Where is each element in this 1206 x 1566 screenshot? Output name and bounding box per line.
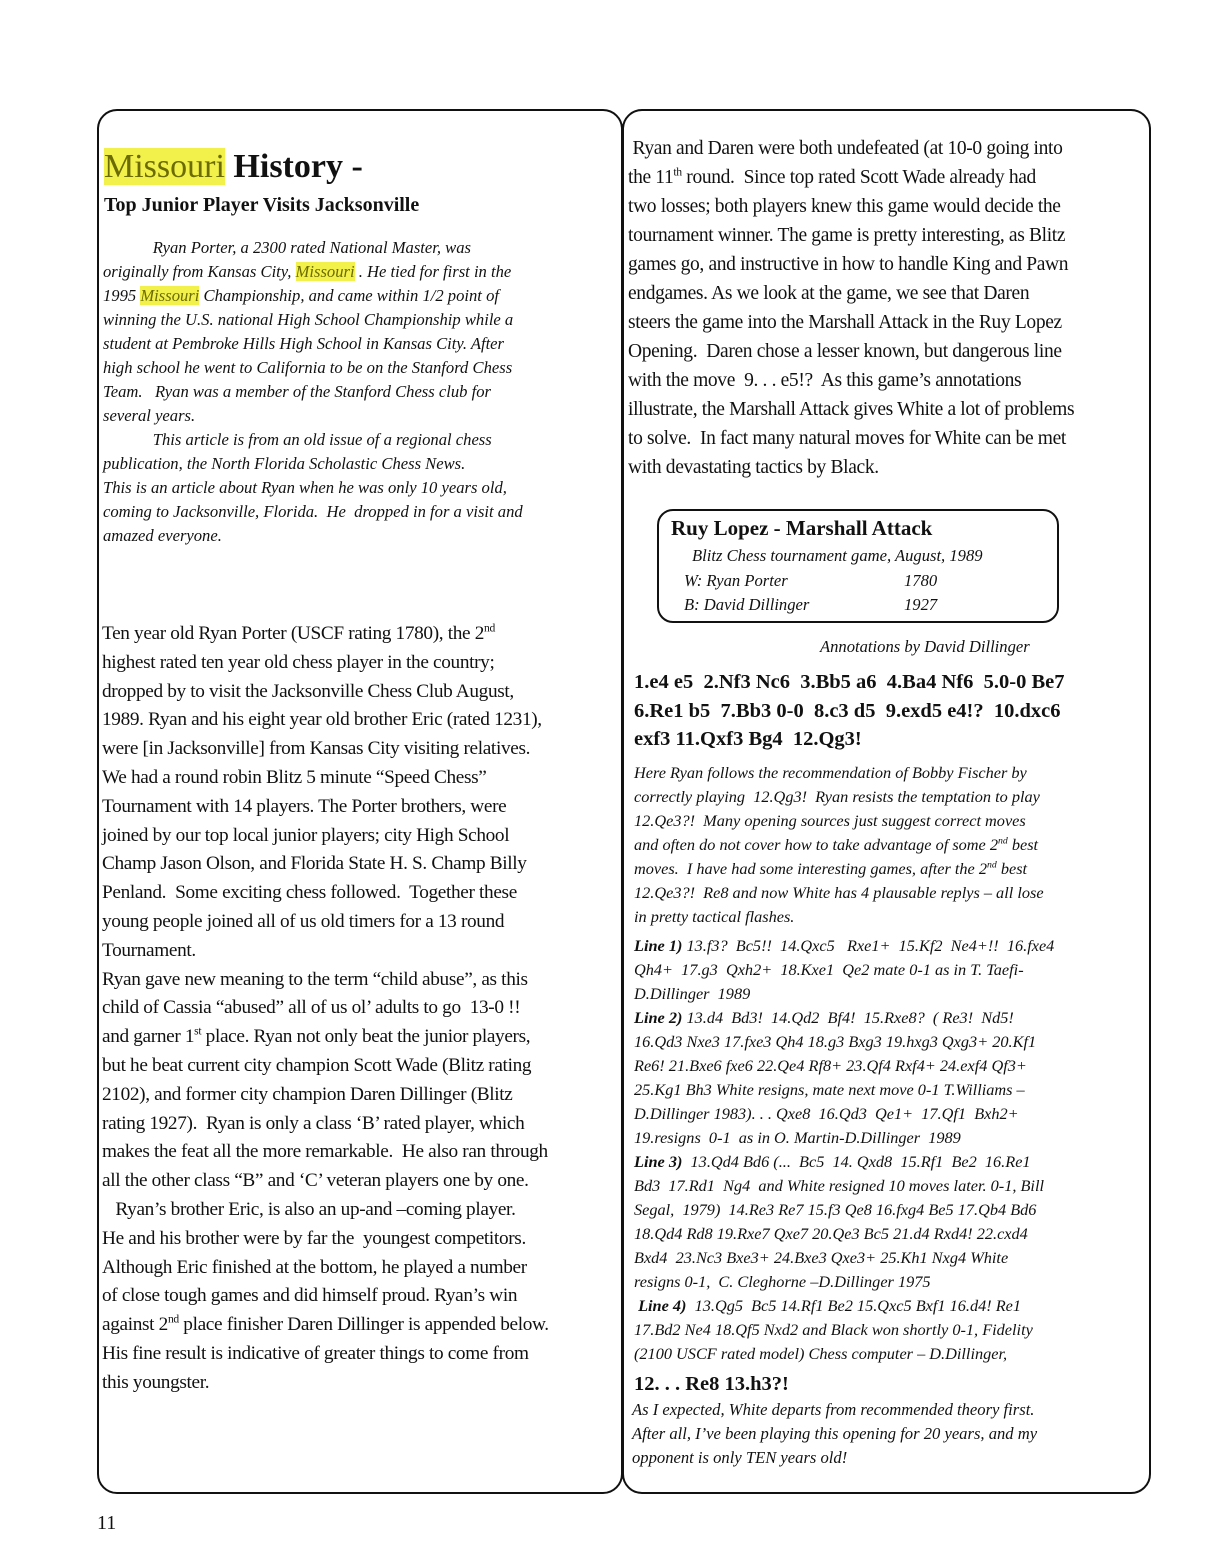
text-segment: 25.Kg1 Bh3 White resigns, mate next move 0-1 T.Williams – <box>634 1080 1025 1099</box>
variation-lines <box>634 934 1054 1366</box>
superscript: nd <box>167 1312 179 1326</box>
text-line <box>634 881 1044 905</box>
text-segment: Team. Ryan was a member of the Stanford Chess club for <box>103 382 491 401</box>
text-segment: resigns 0-1, C. Cleghorne –D.Dillinger 1975 <box>634 1272 931 1291</box>
white-player: W: Ryan Porter <box>684 571 788 590</box>
text-line <box>102 1023 549 1052</box>
text-line <box>634 1102 1054 1126</box>
text-segment: dropped by to visit the Jacksonville Chess Club August, <box>102 680 514 702</box>
text-segment: round. Since top rated Scott Wade already had <box>681 167 1036 188</box>
title-rest: History - <box>224 148 363 185</box>
text-segment: several years. <box>103 406 196 425</box>
text-segment: 6.Re1 b5 7.Bb3 0-0 8.c3 d5 9.exd5 e4!? 10.dxc6 <box>634 699 1061 722</box>
game-moves <box>634 668 1064 754</box>
text-segment: After all, I’ve been playing this opening for 20 years, and my <box>632 1424 1038 1443</box>
text-segment: 1995 <box>103 286 141 305</box>
text-line <box>634 809 1044 833</box>
text-line <box>102 1282 549 1311</box>
superscript: th <box>673 165 682 179</box>
text-line <box>103 476 523 500</box>
text-line <box>103 524 523 548</box>
line-label: Line 3) <box>634 1152 683 1171</box>
text-segment: best <box>996 859 1028 878</box>
text-segment: child of Cassia “abused” all of us ol’ adults to go 13-0 !! <box>102 997 521 1019</box>
text-segment: . He tied for first in the <box>354 262 512 281</box>
text-line <box>102 822 549 851</box>
text-line <box>102 1254 549 1283</box>
text-line <box>103 356 523 380</box>
text-segment: Although Eric finished at the bottom, he played a number <box>102 1256 527 1278</box>
annotation-notes <box>634 761 1044 929</box>
text-line <box>103 308 523 332</box>
text-line <box>628 337 1074 366</box>
text-line <box>103 428 523 452</box>
superscript: st <box>194 1024 202 1038</box>
text-segment: 16.Qd3 Nxe3 17.fxe3 Qh4 18.g3 Bxg3 19.hxg3 Qxg3+ 20.Kf1 <box>634 1032 1037 1051</box>
page-number: 11 <box>97 1512 117 1534</box>
main-article-body <box>102 620 549 1398</box>
text-line <box>634 1318 1054 1342</box>
superscript: nd <box>987 859 997 871</box>
text-line <box>628 163 1074 192</box>
text-segment: Here Ryan follows the recommendation of Bobby Fischer by <box>634 763 1027 782</box>
text-segment: steers the game into the Marshall Attack in the Ruy Lopez <box>628 312 1062 333</box>
superscript: nd <box>998 835 1008 847</box>
text-segment: Penland. Some exciting chess followed. Together these <box>102 882 517 904</box>
text-segment: moves. I have had some interesting games, after the 2 <box>634 859 987 878</box>
text-line <box>634 697 1064 726</box>
text-segment: and garner 1 <box>102 1026 195 1048</box>
text-segment: This is an article about Ryan when he was only 10 years old, <box>103 478 507 497</box>
text-segment: Bxd4 23.Nc3 Bxe3+ 24.Bxe3 Qxe3+ 25.Kh1 Nxg4 White <box>634 1248 1009 1267</box>
text-segment: His fine result is indicative of greater things to come from <box>102 1342 529 1364</box>
text-line <box>628 250 1074 279</box>
text-line <box>102 850 549 879</box>
text-segment: but he beat current city champion Scott Wade (Blitz rating <box>102 1054 532 1076</box>
highlighted-word: Missouri <box>295 262 355 281</box>
text-segment: correctly playing 12.Qg3! Ryan resists the temptation to play <box>634 787 1040 806</box>
text-line <box>102 764 549 793</box>
text-line <box>102 1369 549 1398</box>
text-segment: Qh4+ 17.g3 Qxh2+ 18.Kxe1 Qe2 mate 0-1 as in T. Taefi- <box>634 960 1024 979</box>
text-segment: Ten year old Ryan Porter (USCF rating 1780), the 2 <box>102 623 485 644</box>
text-line <box>102 908 549 937</box>
text-line <box>634 1342 1054 1366</box>
text-segment: Re6! 21.Bxe6 fxe6 22.Qe4 Rf8+ 23.Qf4 Rxf4+ 24.exf4 Qf3+ <box>634 1056 1027 1075</box>
text-segment: all the other class “B” and ‘C’ veteran players one by one. <box>102 1170 529 1192</box>
text-line <box>634 1150 1054 1174</box>
text-line <box>102 1138 549 1167</box>
text-segment: of close tough games and did himself proud. Ryan’s win <box>102 1285 518 1307</box>
black-player: B: David Dillinger <box>684 595 810 614</box>
text-line <box>102 937 549 966</box>
text-segment: Segal, 1979) 14.Re3 Re7 15.f3 Qe8 16.fxg4 Be5 17.Qb4 Bd6 <box>634 1200 1037 1219</box>
final-note <box>632 1398 1037 1470</box>
text-segment: publication, the North Florida Scholastic Chess News. <box>103 454 466 473</box>
text-segment: Championship, and came within 1/2 point of <box>199 286 499 305</box>
text-segment: student at Pembroke Hills High School in Kansas City. After <box>103 334 504 353</box>
white-rating: 1780 <box>904 571 938 590</box>
text-segment: place finisher Daren Dillinger is appended below. <box>178 1314 549 1336</box>
text-line <box>632 1446 1037 1470</box>
text-segment: 13.d4 Bd3! 14.Qd2 Bf4! 15.Rxe8? ( Re3! Nd5! <box>682 1008 1014 1027</box>
text-segment: rating 1927). Ryan is only a class ‘B’ rated player, which <box>102 1112 525 1134</box>
text-segment: this youngster. <box>102 1371 210 1393</box>
black-rating: 1927 <box>904 595 938 614</box>
text-line <box>628 279 1074 308</box>
text-line <box>634 1222 1054 1246</box>
text-segment: 12.Qe3?! Many opening sources just suggest correct moves <box>634 811 1026 830</box>
text-segment: with the move 9. . . e5!? As this game’s annotations <box>628 370 1022 391</box>
right-article-body <box>628 134 1074 482</box>
text-segment: exf3 11.Qxf3 Bg4 12.Qg3! <box>634 728 862 750</box>
text-segment: games go, and instructive in how to handle King and Pawn <box>628 254 1069 275</box>
text-line <box>632 1422 1037 1446</box>
text-segment: 17.Bd2 Ne4 18.Qf5 Nxd2 and Black won shortly 0-1, Fidelity <box>634 1320 1033 1339</box>
text-segment: 2102), and former city champion Daren Dillinger (Blitz <box>102 1083 513 1105</box>
superscript: nd <box>484 621 495 635</box>
text-line <box>103 332 523 356</box>
text-segment: This article is from an old issue of a regional chess <box>103 430 492 449</box>
text-line <box>634 857 1044 881</box>
text-line <box>103 260 523 284</box>
text-line <box>102 1225 549 1254</box>
text-segment: tournament winner. The game is pretty interesting, as Blitz <box>628 225 1066 246</box>
text-segment: with devastating tactics by Black. <box>628 457 879 478</box>
text-line <box>102 1311 549 1340</box>
text-segment: best <box>1007 835 1039 854</box>
text-line <box>628 221 1074 250</box>
text-segment: Ryan gave new meaning to the term “child abuse”, as this <box>102 968 528 990</box>
highlighted-word: Missouri <box>140 286 200 305</box>
text-line <box>634 785 1044 809</box>
text-segment: illustrate, the Marshall Attack gives White a lot of problems <box>628 399 1075 420</box>
text-line <box>634 833 1044 857</box>
text-segment: were [in Jacksonville] from Kansas City visiting relatives. <box>102 738 531 760</box>
text-line <box>102 966 549 995</box>
text-segment: Tournament. <box>102 939 196 961</box>
text-segment: 12.Qe3?! Re8 and now White has 4 plausable replys – all lose <box>634 883 1044 902</box>
text-line <box>102 793 549 822</box>
text-segment: to solve. In fact many natural moves for White can be met <box>628 428 1066 449</box>
text-segment: (2100 USCF rated model) Chess computer – D.Dillinger, <box>634 1344 1008 1363</box>
text-segment: the 11 <box>628 167 674 188</box>
text-segment: high school he went to California to be on the Stanford Chess <box>103 358 513 377</box>
title-highlight: Missouri <box>104 148 225 185</box>
text-segment: joined by our top local junior players; city High School <box>102 824 510 846</box>
text-segment: D.Dillinger 1989 <box>634 984 751 1003</box>
annotator-credit: Annotations by David Dillinger <box>820 637 1030 656</box>
text-line <box>102 735 549 764</box>
text-segment: two losses; both players knew this game would decide the <box>628 196 1061 217</box>
text-line <box>102 879 549 908</box>
text-segment: opponent is only TEN years old! <box>632 1448 848 1467</box>
text-line <box>634 1030 1054 1054</box>
line-label: Line 1) <box>634 936 683 955</box>
text-line <box>634 1054 1054 1078</box>
text-line <box>102 706 549 735</box>
text-segment: coming to Jacksonville, Florida. He dropped in for a visit and <box>103 502 523 521</box>
text-segment: He and his brother were by far the youngest competitors. <box>102 1227 526 1249</box>
game-event: Blitz Chess tournament game, August, 1989 <box>692 546 983 565</box>
article-title <box>104 148 363 186</box>
text-segment: As I expected, White departs from recommended theory first. <box>632 1400 1035 1419</box>
text-segment: young people joined all of us old timers for a 13 round <box>102 910 505 932</box>
text-line <box>634 1126 1054 1150</box>
text-line <box>102 678 549 707</box>
text-segment: in pretty tactical flashes. <box>634 907 795 926</box>
text-line <box>103 284 523 308</box>
text-segment: 13.Qg5 Bc5 14.Rf1 Be2 15.Qxc5 Bxf1 16.d4! Re1 <box>686 1296 1022 1315</box>
game-moves-continued: 12. . . Re8 13.h3?! <box>634 1373 789 1395</box>
text-line <box>634 1078 1054 1102</box>
text-line <box>102 1110 549 1139</box>
text-line <box>102 1340 549 1369</box>
text-line <box>634 725 1064 754</box>
text-line <box>634 905 1044 929</box>
text-segment: against 2 <box>102 1314 168 1336</box>
article-subtitle: Top Junior Player Visits Jacksonville <box>104 194 420 216</box>
text-line <box>102 620 549 649</box>
text-line <box>103 236 523 260</box>
text-segment: originally from Kansas City, <box>103 262 296 281</box>
text-segment: Ryan’s brother Eric, is also an up-and –coming player. <box>102 1198 516 1220</box>
text-line <box>634 934 1054 958</box>
intro-paragraph <box>103 236 523 548</box>
text-line <box>103 500 523 524</box>
text-segment: endgames. As we look at the game, we see that Daren <box>628 283 1030 304</box>
text-line <box>628 192 1074 221</box>
text-line <box>634 1198 1054 1222</box>
text-segment: highest rated ten year old chess player in the country; <box>102 651 495 673</box>
text-line <box>102 994 549 1023</box>
text-line <box>634 668 1064 697</box>
text-segment: Tournament with 14 players. The Porter brothers, were <box>102 795 507 817</box>
text-line <box>634 958 1054 982</box>
text-line <box>634 1246 1054 1270</box>
text-segment: We had a round robin Blitz 5 minute “Speed Chess” <box>102 766 487 788</box>
text-segment: and often do not cover how to take advantage of some 2 <box>634 835 998 854</box>
text-segment: 19.resigns 0-1 as in O. Martin-D.Dillinger 1989 <box>634 1128 961 1147</box>
text-line <box>628 308 1074 337</box>
text-segment: makes the feat all the more remarkable. He also ran through <box>102 1141 548 1163</box>
text-line <box>103 452 523 476</box>
text-segment: winning the U.S. national High School Championship while a <box>103 310 514 329</box>
text-line <box>634 761 1044 785</box>
text-segment: Champ Jason Olson, and Florida State H. S. Champ Billy <box>102 853 527 875</box>
text-segment: Ryan and Daren were both undefeated (at 10-0 going into <box>628 138 1063 159</box>
text-line <box>628 134 1074 163</box>
text-segment: 13.f3? Bc5!! 14.Qxc5 Rxe1+ 15.Kf2 Ne4+!! 16.fxe4 <box>682 936 1055 955</box>
text-line <box>634 1270 1054 1294</box>
text-segment: place. Ryan not only beat the junior players, <box>201 1026 531 1048</box>
game-opening-title: Ruy Lopez - Marshall Attack <box>671 516 933 540</box>
text-line <box>102 649 549 678</box>
line-label: Line 4) <box>638 1296 687 1315</box>
text-segment: Opening. Daren chose a lesser known, but dangerous line <box>628 341 1062 362</box>
text-line <box>628 424 1074 453</box>
text-segment: Ryan Porter, a 2300 rated National Master, was <box>103 238 471 257</box>
text-line <box>634 1294 1054 1318</box>
text-line <box>628 366 1074 395</box>
text-line <box>632 1398 1037 1422</box>
text-segment: 18.Qd4 Rd8 19.Rxe7 Qxe7 20.Qe3 Bc5 21.d4 Rxd4! 22.cxd4 <box>634 1224 1028 1243</box>
text-segment: D.Dillinger 1983). . . Qxe8 16.Qd3 Qe1+ 17.Qf1 Bxh2+ <box>634 1104 1019 1123</box>
text-line <box>628 453 1074 482</box>
text-segment: 1.e4 e5 2.Nf3 Nc6 3.Bb5 a6 4.Ba4 Nf6 5.0-0 Be7 <box>634 671 1065 693</box>
text-line <box>634 982 1054 1006</box>
text-line <box>102 1081 549 1110</box>
text-segment: 1989. Ryan and his eight year old brother Eric (rated 1231), <box>102 709 542 731</box>
text-segment: Bd3 17.Rd1 Ng4 and White resigned 10 moves later. 0-1, Bill <box>634 1176 1044 1195</box>
text-line <box>634 1006 1054 1030</box>
line-label: Line 2) <box>634 1008 683 1027</box>
text-line <box>102 1052 549 1081</box>
text-line <box>102 1167 549 1196</box>
text-line <box>628 395 1074 424</box>
text-segment: amazed everyone. <box>103 526 222 545</box>
text-line <box>634 1174 1054 1198</box>
text-line <box>102 1196 549 1225</box>
text-line <box>103 404 523 428</box>
text-segment: 13.Qd4 Bd6 (... Bc5 14. Qxd8 15.Rf1 Be2 16.Re1 <box>682 1152 1031 1171</box>
text-line <box>103 380 523 404</box>
